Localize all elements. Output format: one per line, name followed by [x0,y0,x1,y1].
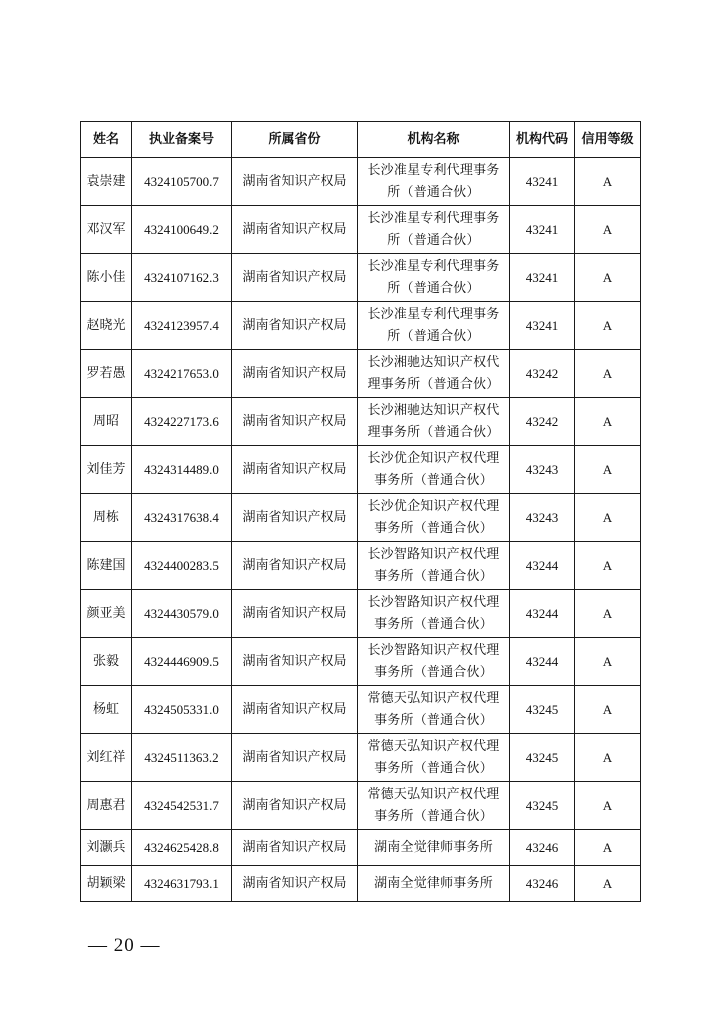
cell-name: 刘灏兵 [81,830,132,866]
cell-org-code: 43246 [510,866,575,902]
cell-credit-grade: A [575,158,641,206]
org-name-line: 事务所（普通合伙） [374,760,493,776]
org-name-line: 所（普通合伙） [387,280,480,296]
cell-org-name [358,254,510,302]
table-row [81,494,641,542]
org-name-line: 常德天弘知识产权代理 [367,690,500,706]
cell-name: 周栋 [81,494,132,542]
cell-province: 湖南省知识产权局 [232,302,358,350]
org-name-line: 事务所（普通合伙） [374,664,493,680]
cell-org-code: 43241 [510,302,575,350]
cell-province: 湖南省知识产权局 [232,686,358,734]
cell-org-code: 43243 [510,494,575,542]
cell-org-code: 43246 [510,830,575,866]
cell-org-name [358,446,510,494]
org-name-line: 湖南全觉律师事务所 [374,875,493,891]
cell-org-name [358,158,510,206]
cell-credit-grade: A [575,254,641,302]
cell-record-no: 4324314489.0 [132,446,232,494]
cell-credit-grade: A [575,590,641,638]
cell-record-no: 4324217653.0 [132,350,232,398]
cell-province: 湖南省知识产权局 [232,446,358,494]
cell-org-name [358,398,510,446]
cell-record-no: 4324625428.8 [132,830,232,866]
cell-record-no: 4324317638.4 [132,494,232,542]
cell-name: 胡颖梁 [81,866,132,902]
cell-name: 张毅 [81,638,132,686]
cell-name: 赵晓光 [81,302,132,350]
header-name: 姓名 [81,122,132,158]
cell-org-name [358,302,510,350]
org-name-line: 常德天弘知识产权代理 [367,786,500,802]
org-name-line: 所（普通合伙） [387,328,480,344]
header-province: 所属省份 [232,122,358,158]
table-row [81,866,641,902]
cell-org-name [358,350,510,398]
cell-org-code: 43241 [510,158,575,206]
org-name-line: 长沙优企知识产权代理 [367,498,500,514]
cell-province: 湖南省知识产权局 [232,638,358,686]
table-row [81,782,641,830]
cell-org-name [358,590,510,638]
cell-record-no: 4324123957.4 [132,302,232,350]
table-row [81,254,641,302]
cell-name: 陈小佳 [81,254,132,302]
cell-province: 湖南省知识产权局 [232,398,358,446]
cell-name: 袁崇建 [81,158,132,206]
org-name-line: 长沙准星专利代理事务 [367,162,500,178]
cell-name: 颜亚美 [81,590,132,638]
cell-name: 刘红祥 [81,734,132,782]
cell-credit-grade: A [575,686,641,734]
org-name-line: 事务所（普通合伙） [374,616,493,632]
org-name-line: 长沙智路知识产权代理 [367,546,500,562]
table-row [81,686,641,734]
cell-province: 湖南省知识产权局 [232,158,358,206]
cell-credit-grade: A [575,494,641,542]
header-org-code: 机构代码 [510,122,575,158]
org-name-line: 事务所（普通合伙） [374,472,493,488]
cell-name: 邓汉军 [81,206,132,254]
org-name-line: 所（普通合伙） [387,232,480,248]
cell-province: 湖南省知识产权局 [232,494,358,542]
table-row [81,206,641,254]
org-name-line: 事务所（普通合伙） [374,568,493,584]
cell-org-name [358,206,510,254]
cell-org-name [358,830,510,866]
table-row [81,350,641,398]
cell-name: 刘佳芳 [81,446,132,494]
cell-org-name [358,494,510,542]
cell-org-name [358,638,510,686]
cell-credit-grade: A [575,830,641,866]
cell-name: 周昭 [81,398,132,446]
table-row [81,638,641,686]
cell-org-code: 43242 [510,398,575,446]
cell-credit-grade: A [575,638,641,686]
cell-credit-grade: A [575,302,641,350]
table-row [81,542,641,590]
cell-org-code: 43241 [510,206,575,254]
table-body [81,158,641,902]
org-name-line: 长沙准星专利代理事务 [367,210,500,226]
header-org-name: 机构名称 [358,122,510,158]
org-name-line: 湖南全觉律师事务所 [374,839,493,855]
cell-record-no: 4324505331.0 [132,686,232,734]
cell-credit-grade: A [575,398,641,446]
cell-credit-grade: A [575,542,641,590]
cell-province: 湖南省知识产权局 [232,590,358,638]
cell-record-no: 4324430579.0 [132,590,232,638]
table-row [81,734,641,782]
cell-credit-grade: A [575,782,641,830]
org-name-line: 常德天弘知识产权代理 [367,738,500,754]
cell-credit-grade: A [575,446,641,494]
cell-record-no: 4324100649.2 [132,206,232,254]
org-name-line: 所（普通合伙） [387,184,480,200]
cell-org-name [358,782,510,830]
cell-org-code: 43245 [510,686,575,734]
header-record-no: 执业备案号 [132,122,232,158]
cell-org-name [358,734,510,782]
cell-name: 杨虹 [81,686,132,734]
org-name-line: 长沙湘驰达知识产权代 [367,354,500,370]
org-name-line: 长沙准星专利代理事务 [367,258,500,274]
cell-org-code: 43244 [510,542,575,590]
cell-name: 陈建国 [81,542,132,590]
org-name-line: 理事务所（普通合伙） [367,424,500,440]
cell-credit-grade: A [575,866,641,902]
cell-credit-grade: A [575,350,641,398]
cell-province: 湖南省知识产权局 [232,206,358,254]
cell-province: 湖南省知识产权局 [232,734,358,782]
cell-org-name [358,686,510,734]
cell-org-code: 43244 [510,590,575,638]
table-row [81,590,641,638]
cell-record-no: 4324511363.2 [132,734,232,782]
cell-name: 罗若愚 [81,350,132,398]
table-row [81,830,641,866]
table-row [81,398,641,446]
table-row [81,446,641,494]
cell-province: 湖南省知识产权局 [232,542,358,590]
credit-rating-table [80,121,641,902]
header-credit-grade: 信用等级 [575,122,641,158]
table-header-row [81,122,641,158]
cell-name: 周惠君 [81,782,132,830]
cell-province: 湖南省知识产权局 [232,830,358,866]
cell-credit-grade: A [575,206,641,254]
cell-record-no: 4324227173.6 [132,398,232,446]
cell-org-code: 43245 [510,734,575,782]
cell-record-no: 4324631793.1 [132,866,232,902]
cell-record-no: 4324400283.5 [132,542,232,590]
cell-record-no: 4324542531.7 [132,782,232,830]
cell-org-code: 43244 [510,638,575,686]
cell-province: 湖南省知识产权局 [232,782,358,830]
org-name-line: 长沙优企知识产权代理 [367,450,500,466]
cell-org-name [358,542,510,590]
org-name-line: 长沙湘驰达知识产权代 [367,402,500,418]
cell-record-no: 4324105700.7 [132,158,232,206]
org-name-line: 事务所（普通合伙） [374,520,493,536]
cell-province: 湖南省知识产权局 [232,866,358,902]
cell-record-no: 4324446909.5 [132,638,232,686]
org-name-line: 事务所（普通合伙） [374,712,493,728]
org-name-line: 理事务所（普通合伙） [367,376,500,392]
cell-org-code: 43245 [510,782,575,830]
cell-org-name [358,866,510,902]
org-name-line: 长沙智路知识产权代理 [367,642,500,658]
page-number: — 20 — [88,935,161,956]
table-row [81,302,641,350]
cell-org-code: 43242 [510,350,575,398]
cell-credit-grade: A [575,734,641,782]
org-name-line: 事务所（普通合伙） [374,808,493,824]
cell-record-no: 4324107162.3 [132,254,232,302]
org-name-line: 长沙智路知识产权代理 [367,594,500,610]
cell-province: 湖南省知识产权局 [232,254,358,302]
cell-province: 湖南省知识产权局 [232,350,358,398]
table-row [81,158,641,206]
cell-org-code: 43243 [510,446,575,494]
cell-org-code: 43241 [510,254,575,302]
org-name-line: 长沙准星专利代理事务 [367,306,500,322]
